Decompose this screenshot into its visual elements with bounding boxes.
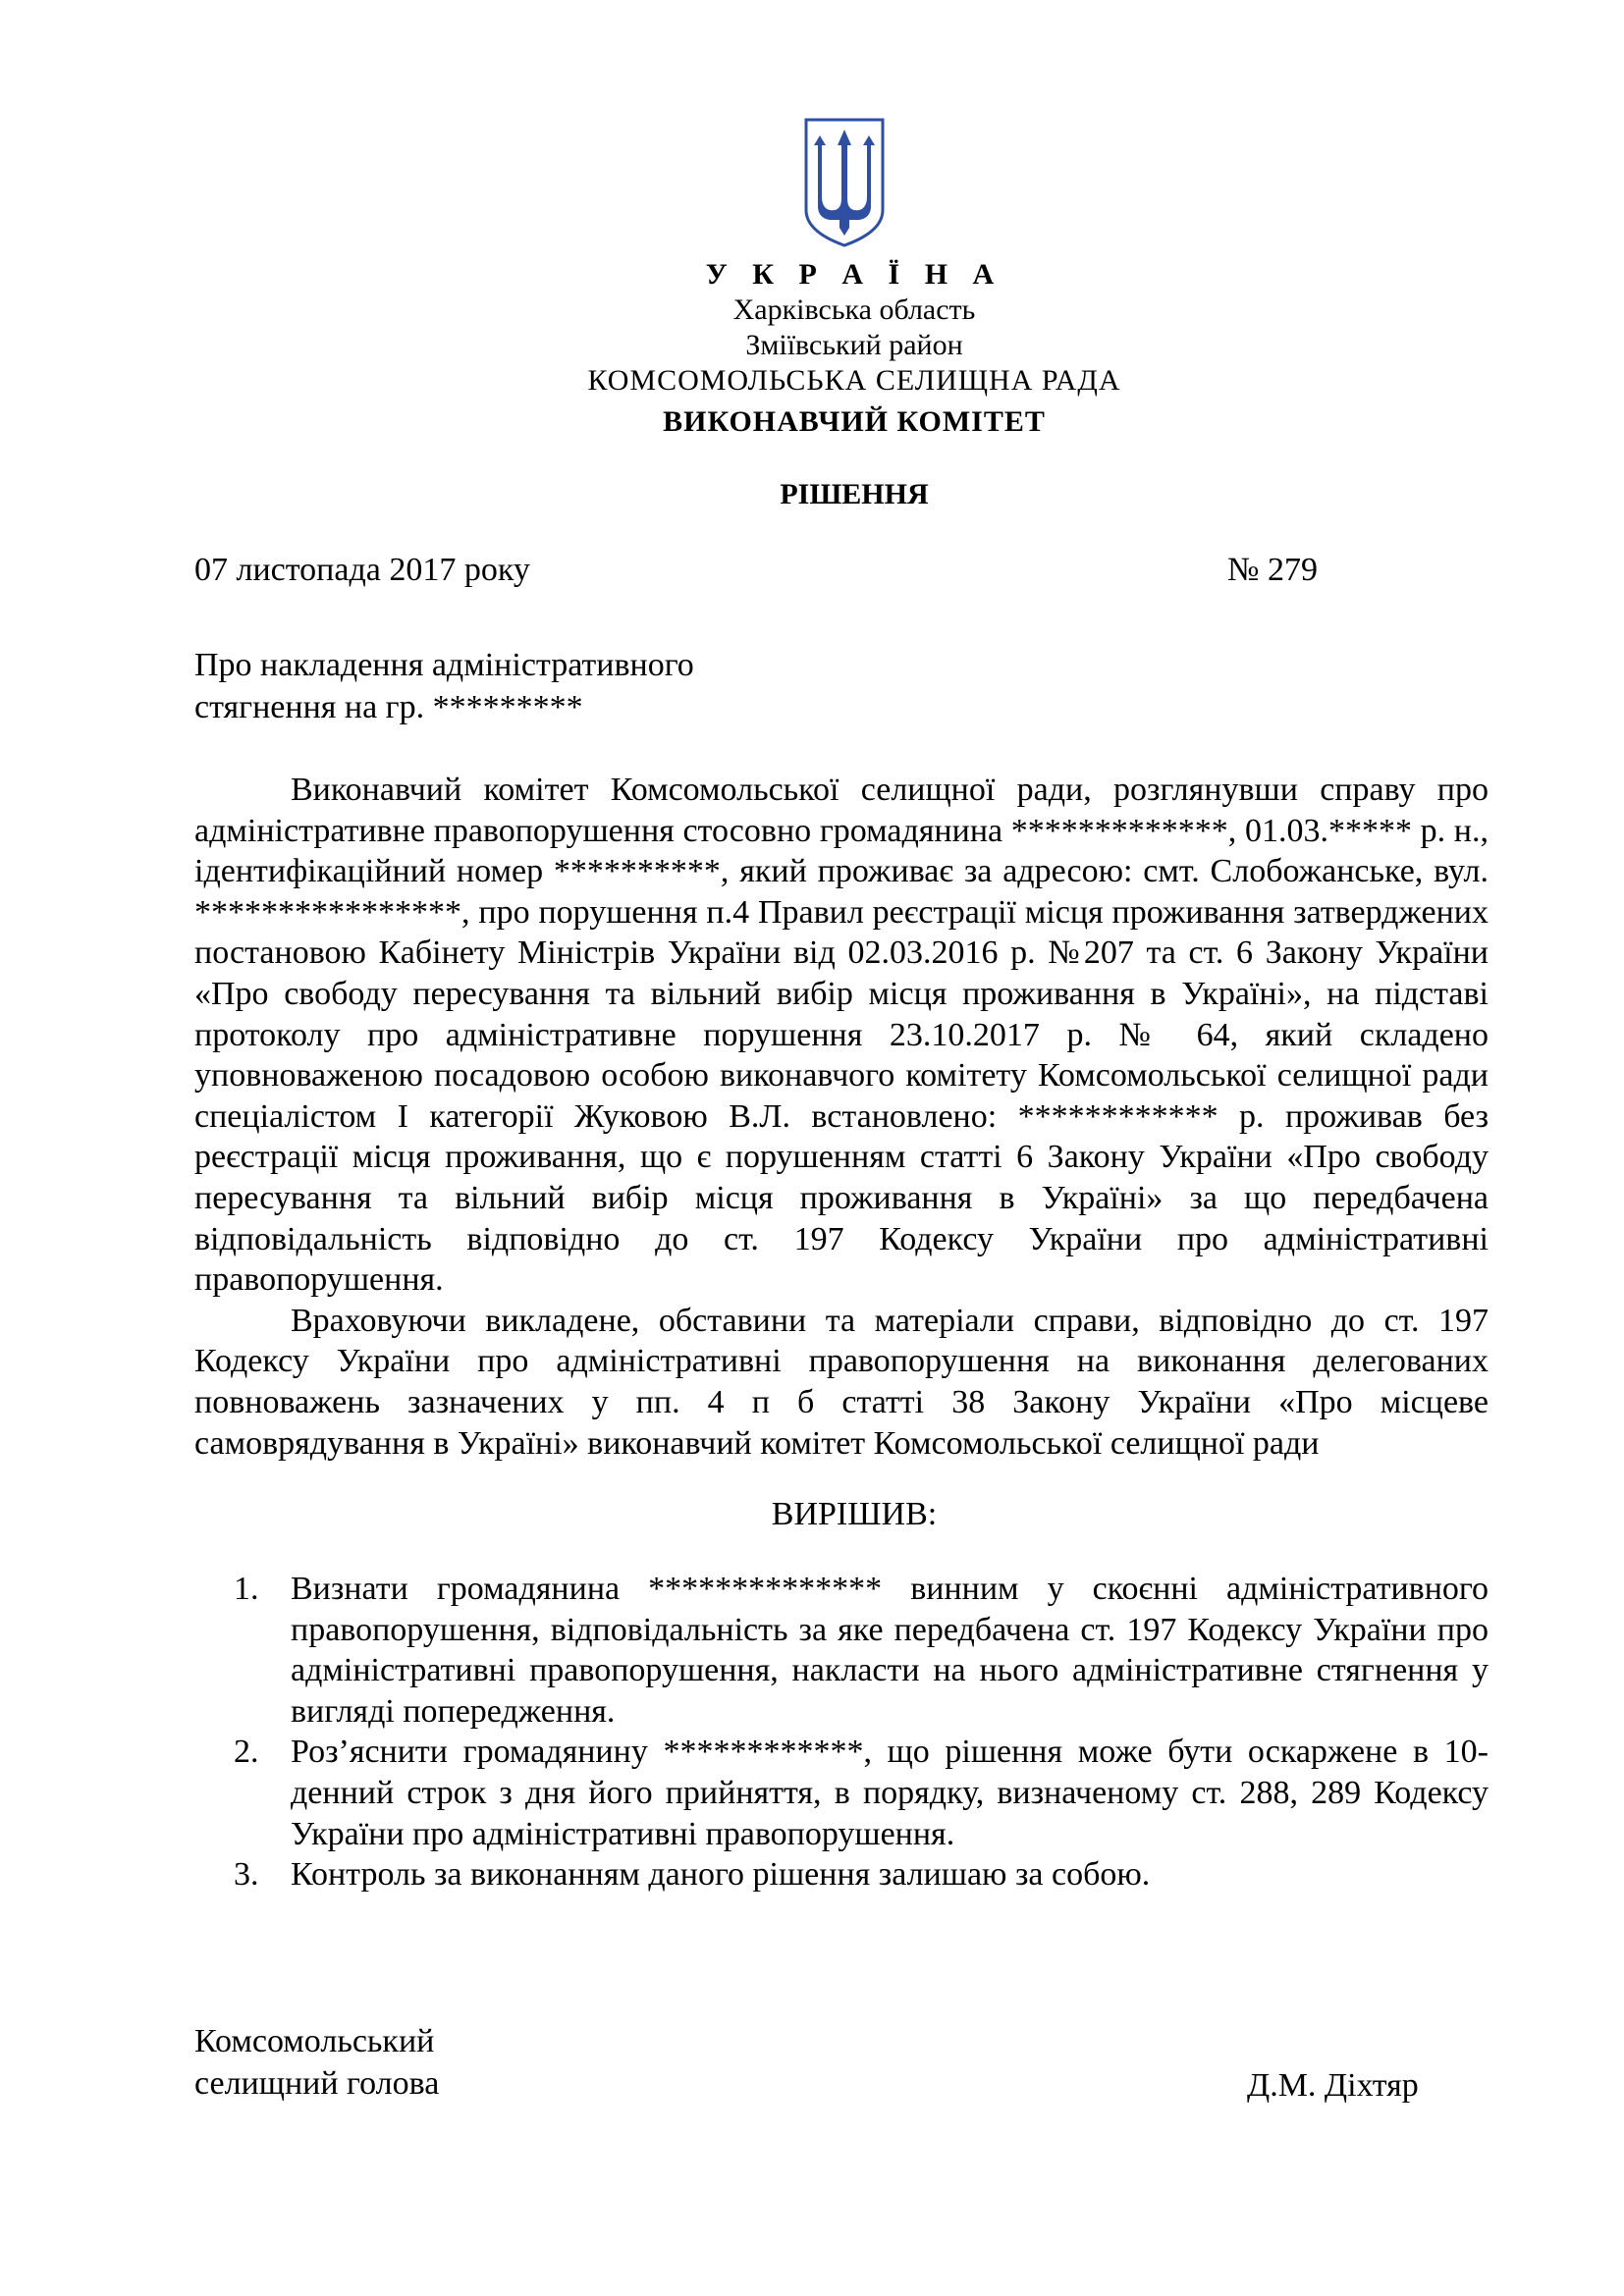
decision-subject (194, 644, 694, 728)
subject-line: Про накладення адміністративного (194, 647, 694, 683)
item-number: 3. (234, 1856, 259, 1894)
decision-number: № 279 (1227, 552, 1318, 588)
decision-body (194, 770, 1489, 1464)
decision-date: 07 листопада 2017 року (194, 552, 530, 588)
signatory-title-line: селищний голова (194, 2065, 440, 2102)
document-type: РІШЕННЯ (780, 478, 929, 510)
resolution-items (194, 1569, 1489, 1896)
trident-coat-of-arms-icon (802, 116, 887, 249)
item-text: Роз’яснити громадянину ************, що рішення може бути оскаржене в 10-денний строк з дня його прийняття, в порядку, визначеному ст. 288, 289 Кодексу України про адміністративні правопорушення. (291, 1734, 1489, 1852)
committee-name: ВИКОНАВЧИЙ КОМІТЕТ (663, 405, 1046, 438)
item-number: 1. (234, 1571, 259, 1607)
subject-line: стягнення на гр. ********* (194, 689, 583, 725)
resolved-heading: ВИРІШИВ: (771, 1496, 938, 1532)
list-item (194, 1569, 1489, 1732)
signatory-title (194, 2020, 439, 2105)
item-text: Контроль за виконанням даного рішення залишаю за собою. (291, 1856, 1151, 1894)
item-number: 2. (234, 1734, 259, 1771)
body-paragraph: Виконавчий комітет Комсомольської селищної ради, розглянувши справу про адміністративне правопорушення стосовно громадянина *************, 01.03.***** р. н., ідентифікаційний номер **********, який проживає за адресою: смт. Слобожанське, вул. ****************, про порушення п.4 Правил реєстрації місця проживання затверджених постановою Кабінету Міністрів України від 02.03.2016 р. №207 та ст. 6 Закону України «Про свободу пересування та вільний вибір місця проживання в Україні», на підставі протоколу про адміністративне порушення 23.10.2017 р. № 64, який складено уповноваженою посадовою особою виконавчого комітету Комсомольської селищної ради спеціалістом І категорії Жуковою В.Л. встановлено: ************ р. проживав без реєстрації місця проживання, що є порушенням статті 6 Закону України «Про свободу пересування та вільний вибір місця проживання в Україні» за що передбачена відповідальність відповідно до ст. 197 Кодексу України про адміністративні правопорушення. (194, 772, 1489, 1299)
body-paragraph: Враховуючи викладене, обставини та матеріали справи, відповідно до ст. 197 Кодексу України про адміністративні правопорушення на виконання делегованих повноважень зазначених у пп. 4 п б статті 38 Закону України «Про місцеве самоврядування в Україні» виконавчий комітет Комсомольської селищної ради (194, 1302, 1489, 1462)
list-item (194, 1854, 1489, 1896)
signatory-name: Д.М. Діхтяр (1247, 2067, 1419, 2104)
council-name: КОМСОМОЛЬСЬКА СЕЛИЩНА РАДА (587, 364, 1121, 397)
country-name: У К Р А Ї Н А (705, 258, 1003, 291)
item-text: Визнати громадянина ************** винним у скоєнні адміністративного правопорушення, відповідальність за яке передбачена ст. 197 Кодексу України про адміністративні правопорушення, накласти на нього адміністративне стягнення у вигляді попередження. (291, 1571, 1489, 1730)
region-name: Харківська область (732, 294, 976, 326)
district-name: Зміївський район (745, 329, 963, 361)
signatory-title-line: Комсомольський (194, 2023, 435, 2059)
list-item (194, 1732, 1489, 1854)
